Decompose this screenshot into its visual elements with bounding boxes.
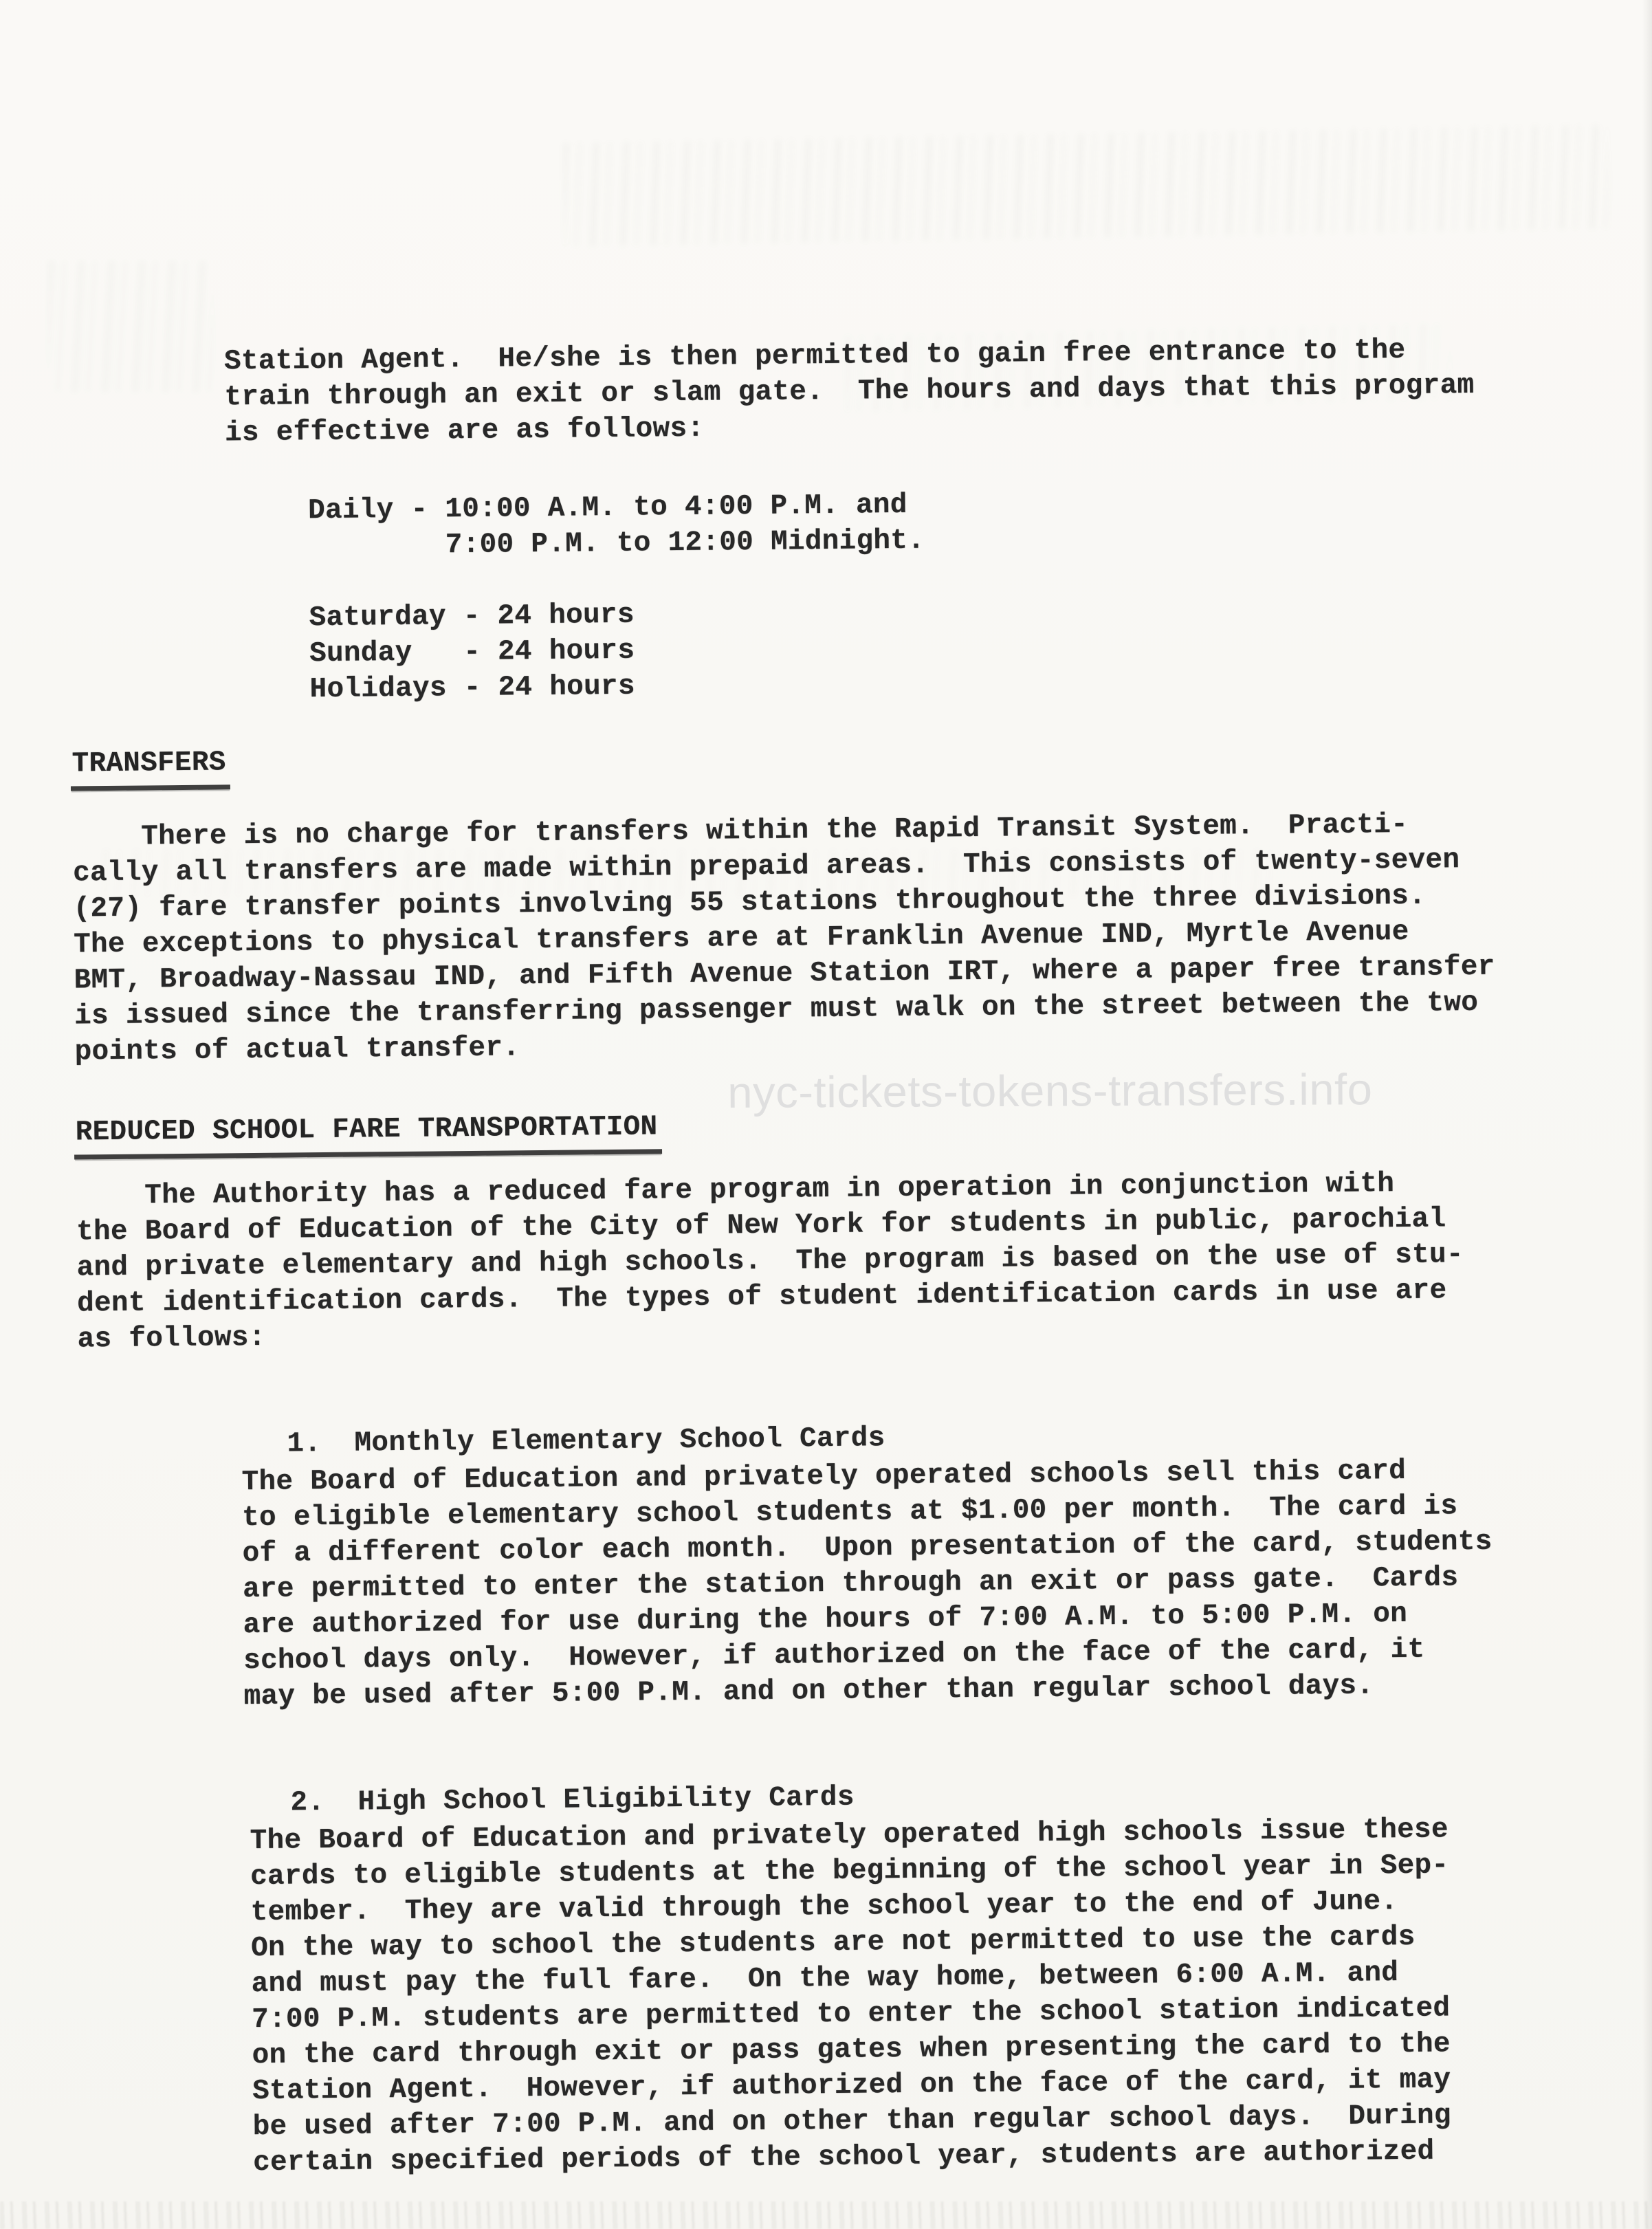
list-item-1-title: Monthly Elementary School Cards xyxy=(354,1423,885,1460)
intro-paragraph: Station Agent. He/she is then permitted to gain free entrance to the train through an exit or slam gate. The hours and days that this program is effective are as follows: xyxy=(223,334,1475,450)
transfers-heading-text: TRANSFERS xyxy=(70,747,230,791)
school-fare-heading-text: REDUCED SCHOOL FARE TRANSPORTATION xyxy=(74,1111,662,1159)
transfers-paragraph: There is no charge for transfers within the Rapid Transit System. Practi- cally all transfers are made within prepaid areas. This consists of twenty-seven (27) fare transfer points involving 55 stations throughout the three divisions. The exceptions to physical transfers are at Franklin Avenue IND, Myrtle Avenue BMT, Broadway-Nassau IND, and Fifth Avenue Station IRT, where a paper free transfer is issued since the transferring passenger must walk on the street between the two points of actual transfer. xyxy=(72,809,1495,1068)
scan-edge-shadow xyxy=(1642,0,1652,2229)
daily-hours: Daily - 10:00 A.M. to 4:00 P.M. and 7:00 P.M. to 12:00 Midnight. xyxy=(307,489,925,563)
watermark: nyc-tickets-tokens-transfers.info xyxy=(727,1064,1373,1117)
scan-bottom-artifact xyxy=(0,2201,1652,2229)
weekend-holiday-hours: Saturday - 24 hours Sunday - 24 hours Holidays - 24 hours xyxy=(309,599,635,706)
list-item-2-number: 2. xyxy=(290,1787,325,1819)
school-fare-heading xyxy=(76,1111,662,1159)
list-item-1-body: The Board of Education and privately operated schools sell this card to eligible elementary school students at $1.00 per month. The card is of a different color each month. Upon presentation of the card, students are permitted to enter the station through an exit or pass gate. Cards are authorized for use during the hours of 7:00 A.M. to 5:00 P.M. on school days only. However, if authorized on the face of the card, it may be used after 5:00 P.M. and on other than regular school days. xyxy=(241,1455,1493,1713)
list-item-2-title: High School Eligibility Cards xyxy=(357,1781,855,1819)
list-item-2-body: The Board of Education and privately operated high schools issue these cards to eligible students at the beginning of the school year in Sep- tember. They are valid through the school year to the end of June. On the way to school the students are not permitted to use the cards and must pay the full fare. On the way home, between 6:00 A.M. and 7:00 P.M. students are permitted to enter the school station indicated on the card through exit or pass gates when presenting the card to the Station Agent. However, if authorized on the face of the card, it may be used after 7:00 P.M. and on other than regular school days. During certain specified periods of the school year, students are authorized xyxy=(250,1814,1452,2179)
transfers-heading xyxy=(71,747,230,791)
list-item-1-number: 1. xyxy=(287,1428,322,1460)
school-fare-paragraph: The Authority has a reduced fare program in operation in conjunction with the Board of Education of the City of New York for students in public, parochial and private elementary and high schools. The program is based on the use of stu- dent identification cards. The types of student identification cards in use are as follows: xyxy=(76,1168,1464,1356)
